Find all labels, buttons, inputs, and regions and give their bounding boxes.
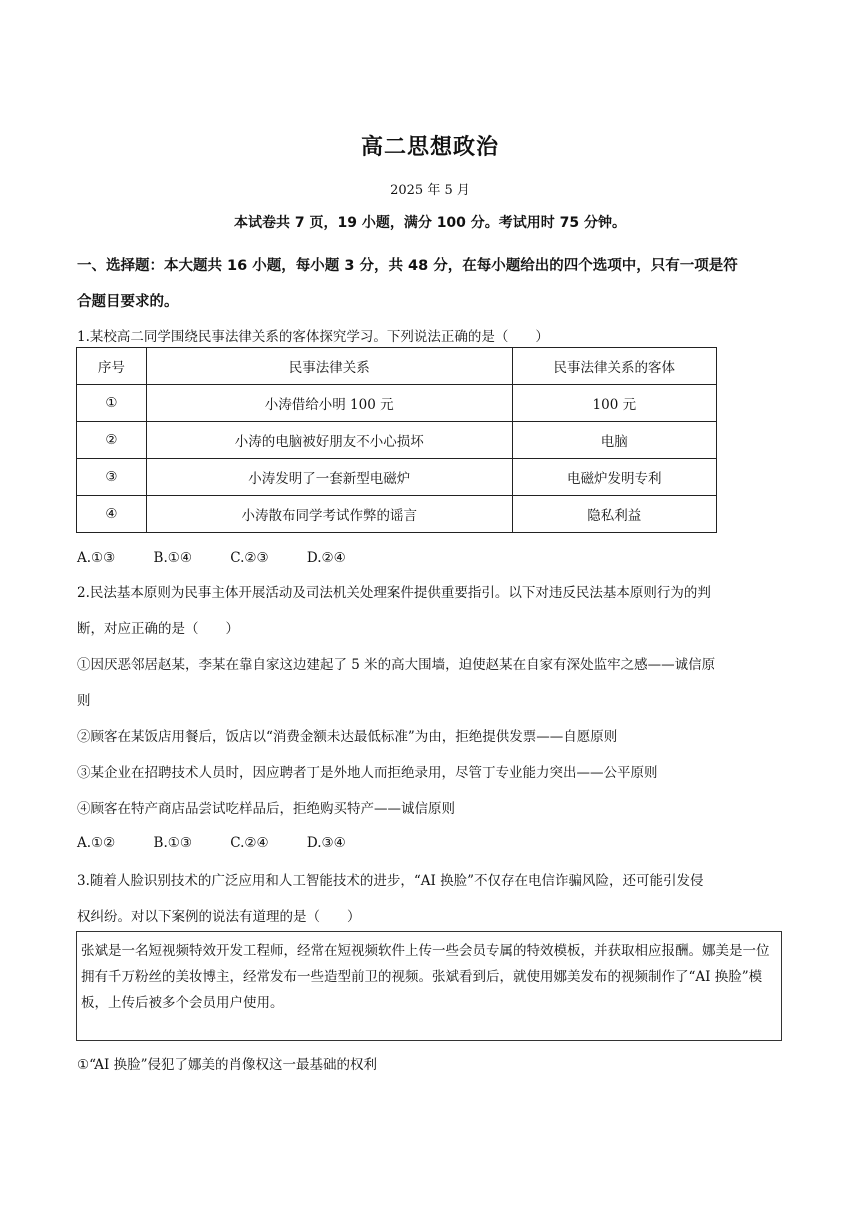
q2-item1-line2: 则 [77,693,91,709]
table-cell: ④ [77,496,147,533]
table-header: 民事法律关系的客体 [512,348,716,385]
table-cell: 100 元 [512,385,716,422]
section-heading [77,248,787,320]
exam-info: 本试卷共 7 页，19 小题，满分 100 分。考试用时 75 分钟。 [233,215,627,231]
q2-stem-line2: 断，对应正确的是（ ） [77,621,239,637]
option-b[interactable]: B.①③ [153,835,192,851]
q3-case-box: 张斌是一名短视频特效开发工程师，经常在短视频软件上传一些会员专属的特效模板，并获取相应报酬。娜美是一位拥有千万粉丝的美妆博主，经常发布一些造型前卫的视频。张斌看到后，就使用娜美发布的视频制作了“AI 换脸”模板，上传后被多个会员用户使用。 [76,931,782,1041]
exam-date: 2025 年 5 月 [390,183,470,198]
option-d[interactable]: D.③④ [306,835,346,851]
q3-item1: ①“AI 换脸”侵犯了娜美的肖像权这一最基础的权利 [77,1057,378,1073]
table-header: 民事法律关系 [146,348,512,385]
table-cell: ③ [77,459,147,496]
table-row [77,459,717,496]
section-heading-line2: 合题目要求的。 [77,294,179,310]
q3-stem-line1: 3.随着人脸识别技术的广泛应用和人工智能技术的进步，“AI 换脸”不仅存在电信诈骗风险，还可能引发侵 [77,873,704,889]
q2-stem-line1: 2.民法基本原则为民事主体开展活动及司法机关处理案件提供重要指引。以下对违反民法基本原则行为的判 [77,585,711,601]
table-cell: ② [77,422,147,459]
section-heading-line1: 一、选择题：本大题共 16 小题，每小题 3 分，共 48 分，在每小题给出的四个选项中，只有一项是符 [77,258,738,274]
table-cell: 电脑 [512,422,716,459]
table-header: 序号 [77,348,147,385]
table-cell: 隐私利益 [512,496,716,533]
q2-item4: ④顾客在特产商店品尝试吃样品后，拒绝购买特产——诚信原则 [77,801,455,817]
table-cell: 小涛借给小明 100 元 [146,385,512,422]
q2-options [77,835,380,851]
option-a[interactable]: A.①② [77,835,116,851]
table-row [77,422,717,459]
table-cell: 电磁炉发明专利 [512,459,716,496]
table-cell: 小涛散布同学考试作弊的谣言 [146,496,512,533]
option-c[interactable]: C.②④ [230,835,269,851]
table-header-row [77,348,717,385]
table-row [77,385,717,422]
option-d[interactable]: D.②④ [306,550,346,566]
q1-stem: 1.某校高二同学围绕民事法律关系的客体探究学习。下列说法正确的是（ ） [77,329,549,345]
table-cell: 小涛的电脑被好朋友不小心损坏 [146,422,512,459]
option-a[interactable]: A.①③ [77,550,116,566]
q2-item2: ②顾客在某饭店用餐后，饭店以“消费金额未达最低标准”为由，拒绝提供发票——自愿原则 [77,729,618,745]
table-row [77,496,717,533]
table-cell: 小涛发明了一套新型电磁炉 [146,459,512,496]
q1-options [77,550,380,566]
q2-item1-line1: ①因厌恶邻居赵某，李某在靠自家这边建起了 5 米的高大围墙，迫使赵某在自家有深处监牢之感——诚信原 [77,657,716,673]
q1-table [76,347,717,533]
option-c[interactable]: C.②③ [230,550,269,566]
table-cell: ① [77,385,147,422]
q2-item3: ③某企业在招聘技术人员时，因应聘者丁是外地人而拒绝录用，尽管丁专业能力突出——公平原则 [77,765,658,781]
page-title: 高二思想政治 [360,135,499,160]
option-b[interactable]: B.①④ [153,550,192,566]
q3-stem-line2: 权纠纷。对以下案例的说法有道理的是（ ） [77,909,361,925]
